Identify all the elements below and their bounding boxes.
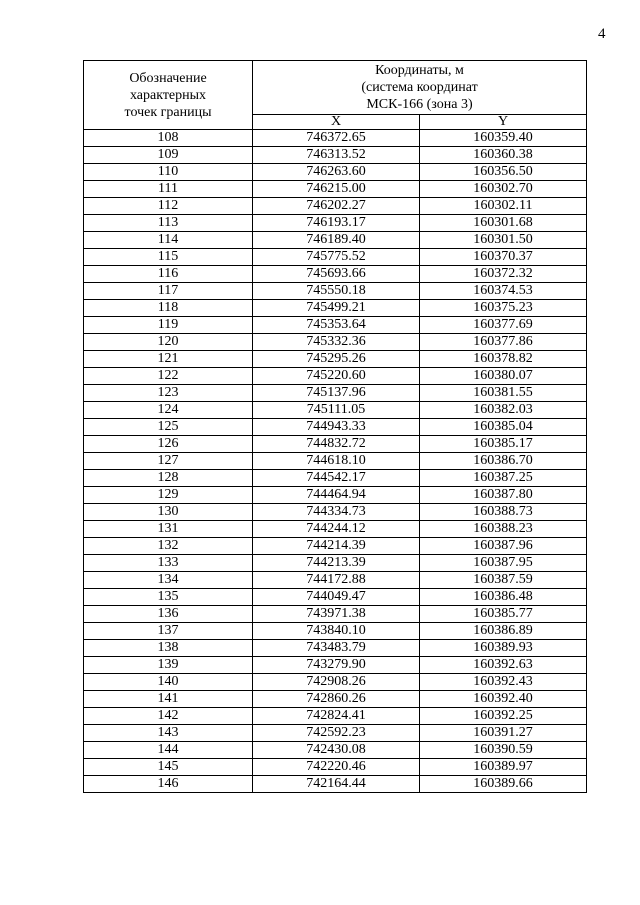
table-row: [84, 759, 587, 776]
y-coordinate-cell: 160370.37: [420, 249, 587, 266]
x-coordinate-cell: 744464.94: [253, 487, 420, 504]
point-number-cell: 136: [84, 606, 253, 623]
point-number-cell: 135: [84, 589, 253, 606]
x-coordinate-cell: 744244.12: [253, 521, 420, 538]
coordinates-header: [253, 61, 587, 115]
y-coordinate-cell: 160302.70: [420, 181, 587, 198]
y-coordinate-cell: 160387.59: [420, 572, 587, 589]
x-coordinate-cell: 742824.41: [253, 708, 420, 725]
point-number-cell: 133: [84, 555, 253, 572]
x-coordinate-cell: 742430.08: [253, 742, 420, 759]
table-header-row: [84, 61, 587, 115]
x-coordinate-cell: 745111.05: [253, 402, 420, 419]
x-coordinate-cell: 744172.88: [253, 572, 420, 589]
table-row: [84, 623, 587, 640]
y-coordinate-cell: 160388.73: [420, 504, 587, 521]
x-coordinate-cell: 745693.66: [253, 266, 420, 283]
y-coordinate-cell: 160378.82: [420, 351, 587, 368]
y-coordinate-cell: 160389.97: [420, 759, 587, 776]
table-row: [84, 402, 587, 419]
y-coordinate-cell: 160386.89: [420, 623, 587, 640]
point-number-cell: 131: [84, 521, 253, 538]
y-coordinate-cell: 160377.69: [420, 317, 587, 334]
y-coordinate-cell: 160301.68: [420, 215, 587, 232]
x-coordinate-cell: 742592.23: [253, 725, 420, 742]
page-number: 4: [598, 26, 606, 42]
table-row: [84, 521, 587, 538]
y-coordinate-cell: 160392.43: [420, 674, 587, 691]
table-row: [84, 198, 587, 215]
point-number-cell: 129: [84, 487, 253, 504]
table-row: [84, 657, 587, 674]
x-coordinate-cell: 743483.79: [253, 640, 420, 657]
point-number-cell: 130: [84, 504, 253, 521]
table-row: [84, 385, 587, 402]
y-coordinate-cell: 160387.25: [420, 470, 587, 487]
table-row: [84, 130, 587, 147]
y-column-header: Y: [420, 115, 587, 130]
x-coordinate-cell: 743279.90: [253, 657, 420, 674]
point-number-cell: 118: [84, 300, 253, 317]
x-coordinate-cell: 746372.65: [253, 130, 420, 147]
x-coordinate-cell: 745775.52: [253, 249, 420, 266]
y-coordinate-cell: 160386.70: [420, 453, 587, 470]
x-coordinate-cell: 744943.33: [253, 419, 420, 436]
table-row: [84, 181, 587, 198]
y-coordinate-cell: 160375.23: [420, 300, 587, 317]
table-row: [84, 147, 587, 164]
y-coordinate-cell: 160386.48: [420, 589, 587, 606]
y-coordinate-cell: 160302.11: [420, 198, 587, 215]
point-number-cell: 110: [84, 164, 253, 181]
point-number-cell: 134: [84, 572, 253, 589]
x-coordinate-cell: 744214.39: [253, 538, 420, 555]
point-number-cell: 140: [84, 674, 253, 691]
y-coordinate-cell: 160381.55: [420, 385, 587, 402]
y-coordinate-cell: 160392.40: [420, 691, 587, 708]
x-coordinate-cell: 746313.52: [253, 147, 420, 164]
point-number-cell: 121: [84, 351, 253, 368]
point-number-cell: 123: [84, 385, 253, 402]
point-number-cell: 142: [84, 708, 253, 725]
point-number-cell: 145: [84, 759, 253, 776]
x-coordinate-cell: 746202.27: [253, 198, 420, 215]
point-number-cell: 117: [84, 283, 253, 300]
table-row: [84, 606, 587, 623]
point-number-cell: 124: [84, 402, 253, 419]
x-coordinate-cell: 745353.64: [253, 317, 420, 334]
x-coordinate-cell: 745499.21: [253, 300, 420, 317]
point-number-cell: 114: [84, 232, 253, 249]
table-row: [84, 351, 587, 368]
table-row: [84, 249, 587, 266]
point-number-cell: 109: [84, 147, 253, 164]
x-coordinate-cell: 744049.47: [253, 589, 420, 606]
x-coordinate-cell: 745332.36: [253, 334, 420, 351]
table-row: [84, 589, 587, 606]
table-row: [84, 266, 587, 283]
y-coordinate-cell: 160356.50: [420, 164, 587, 181]
x-coordinate-cell: 746189.40: [253, 232, 420, 249]
x-coordinate-cell: 745137.96: [253, 385, 420, 402]
y-coordinate-cell: 160392.25: [420, 708, 587, 725]
table-row: [84, 691, 587, 708]
point-number-cell: 120: [84, 334, 253, 351]
x-coordinate-cell: 743971.38: [253, 606, 420, 623]
y-coordinate-cell: 160380.07: [420, 368, 587, 385]
y-coordinate-cell: 160390.59: [420, 742, 587, 759]
table-row: [84, 776, 587, 793]
y-coordinate-cell: 160388.23: [420, 521, 587, 538]
point-number-cell: 141: [84, 691, 253, 708]
point-number-cell: 146: [84, 776, 253, 793]
x-coordinate-cell: 742164.44: [253, 776, 420, 793]
x-coordinate-cell: 745220.60: [253, 368, 420, 385]
point-number-cell: 113: [84, 215, 253, 232]
table-row: [84, 215, 587, 232]
x-coordinate-cell: 745550.18: [253, 283, 420, 300]
point-number-cell: 116: [84, 266, 253, 283]
x-coordinate-cell: 744213.39: [253, 555, 420, 572]
table-row: [84, 572, 587, 589]
table-row: [84, 334, 587, 351]
point-number-cell: 108: [84, 130, 253, 147]
point-number-cell: 137: [84, 623, 253, 640]
y-coordinate-cell: 160391.27: [420, 725, 587, 742]
designation-header-label: Обозначение характерных точек границы: [124, 70, 212, 120]
y-coordinate-cell: 160387.80: [420, 487, 587, 504]
y-coordinate-cell: 160387.96: [420, 538, 587, 555]
point-number-cell: 125: [84, 419, 253, 436]
point-number-cell: 139: [84, 657, 253, 674]
table-row: [84, 708, 587, 725]
y-coordinate-cell: 160385.17: [420, 436, 587, 453]
coordinates-table: [83, 60, 587, 793]
x-coordinate-cell: 746193.17: [253, 215, 420, 232]
point-number-cell: 144: [84, 742, 253, 759]
point-number-cell: 128: [84, 470, 253, 487]
coordinates-header-label: Координаты, м (система координат МСК-166 (зона 3): [361, 63, 478, 112]
x-coordinate-cell: 744618.10: [253, 453, 420, 470]
x-coordinate-cell: 744832.72: [253, 436, 420, 453]
point-number-cell: 143: [84, 725, 253, 742]
y-coordinate-cell: 160372.32: [420, 266, 587, 283]
y-coordinate-cell: 160359.40: [420, 130, 587, 147]
x-coordinate-cell: 742220.46: [253, 759, 420, 776]
table-row: [84, 436, 587, 453]
x-coordinate-cell: 745295.26: [253, 351, 420, 368]
y-coordinate-cell: 160301.50: [420, 232, 587, 249]
point-number-cell: 126: [84, 436, 253, 453]
y-coordinate-cell: 160385.04: [420, 419, 587, 436]
x-coordinate-cell: 746215.00: [253, 181, 420, 198]
y-coordinate-cell: 160387.95: [420, 555, 587, 572]
table-row: [84, 164, 587, 181]
table-row: [84, 742, 587, 759]
x-coordinate-cell: 742860.26: [253, 691, 420, 708]
x-coordinate-cell: 744334.73: [253, 504, 420, 521]
table-row: [84, 555, 587, 572]
point-number-cell: 111: [84, 181, 253, 198]
x-coordinate-cell: 744542.17: [253, 470, 420, 487]
table-row: [84, 487, 587, 504]
table-row: [84, 640, 587, 657]
point-number-cell: 138: [84, 640, 253, 657]
table-row: [84, 283, 587, 300]
y-coordinate-cell: 160392.63: [420, 657, 587, 674]
table-row: [84, 419, 587, 436]
point-number-cell: 112: [84, 198, 253, 215]
point-number-cell: 115: [84, 249, 253, 266]
table-row: [84, 300, 587, 317]
y-coordinate-cell: 160385.77: [420, 606, 587, 623]
table-row: [84, 504, 587, 521]
point-number-cell: 132: [84, 538, 253, 555]
table-row: [84, 453, 587, 470]
designation-header: [84, 61, 253, 130]
table-row: [84, 538, 587, 555]
table-row: [84, 232, 587, 249]
point-number-cell: 122: [84, 368, 253, 385]
x-column-header: X: [253, 115, 420, 130]
table-row: [84, 470, 587, 487]
table-row: [84, 725, 587, 742]
table-row: [84, 674, 587, 691]
y-coordinate-cell: 160374.53: [420, 283, 587, 300]
y-coordinate-cell: 160389.93: [420, 640, 587, 657]
x-coordinate-cell: 746263.60: [253, 164, 420, 181]
y-coordinate-cell: 160382.03: [420, 402, 587, 419]
table-body: [84, 130, 587, 793]
x-coordinate-cell: 742908.26: [253, 674, 420, 691]
table-row: [84, 317, 587, 334]
point-number-cell: 119: [84, 317, 253, 334]
y-coordinate-cell: 160389.66: [420, 776, 587, 793]
table-row: [84, 368, 587, 385]
y-coordinate-cell: 160360.38: [420, 147, 587, 164]
point-number-cell: 127: [84, 453, 253, 470]
y-coordinate-cell: 160377.86: [420, 334, 587, 351]
x-coordinate-cell: 743840.10: [253, 623, 420, 640]
